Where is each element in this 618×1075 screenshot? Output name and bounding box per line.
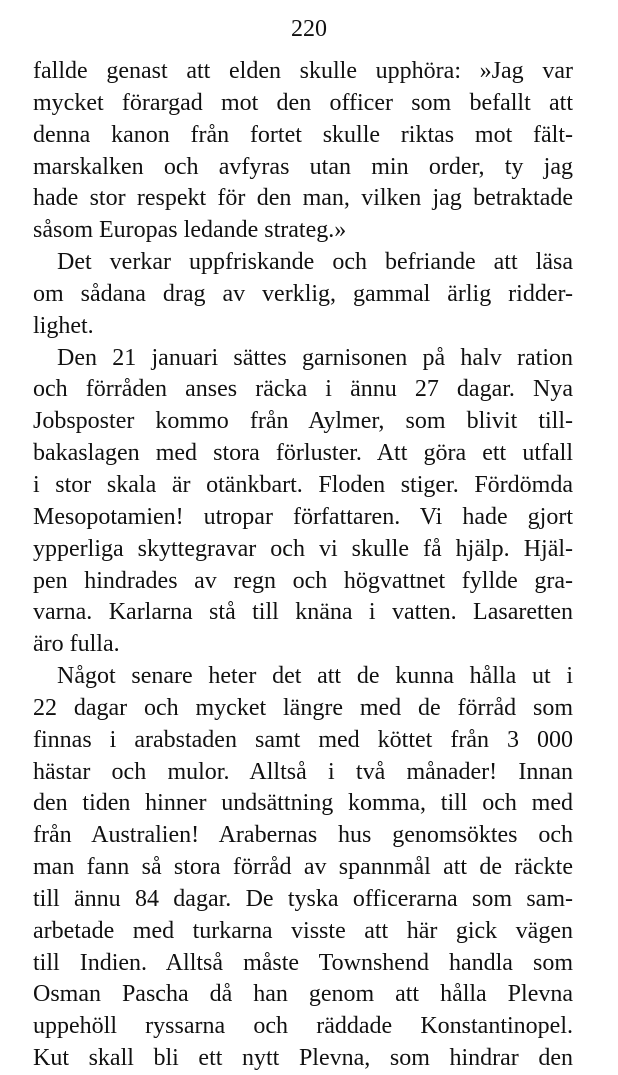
text-line: hade stor respekt för den man, vilken jag betraktade — [33, 185, 573, 212]
body-text — [33, 56, 573, 1075]
text-line: uppehöll ryssarna och räddade Konstantinopel. — [33, 1013, 573, 1040]
text-line: lighet. — [33, 312, 94, 339]
page-number: 220 — [291, 16, 327, 42]
text-line: 22 dagar och mycket längre med de förråd som — [33, 694, 573, 721]
text-line: Något senare heter det att de kunna hålla ut i — [57, 663, 573, 690]
text-line: denna kanon från fortet skulle riktas mot fält- — [33, 121, 573, 148]
text-line: till Indien. Alltså måste Townshend handla som — [33, 949, 573, 976]
text-line: pen hindrades av regn och högvattnet fyllde gra- — [33, 567, 573, 594]
text-line: Kut skall bli ett nytt Plevna, som hindrar den — [33, 1045, 573, 1072]
text-line: finnas i arabstaden samt med köttet från 3 000 — [33, 726, 573, 753]
text-line: såsom Europas ledande strateg.» — [33, 217, 347, 244]
text-line: Jobsposter kommo från Aylmer, som blivit till- — [33, 408, 573, 435]
text-line: fallde genast att elden skulle upphöra: »Jag var — [33, 58, 573, 84]
text-line: mycket förargad mot den officer som befallt att — [33, 89, 573, 116]
text-line: i stor skala är otänkbart. Floden stiger. Fördömda — [33, 471, 573, 498]
text-line: ypperliga skyttegravar och vi skulle få hjälp. Hjäl- — [33, 535, 573, 562]
text-line: om sådana drag av verklig, gammal ärlig ridder- — [33, 280, 573, 307]
text-line: och förråden anses räcka i ännu 27 dagar. Nya — [33, 376, 573, 403]
text-line: äro fulla. — [33, 631, 120, 658]
text-line: marskalken och avfyras utan min order, ty jag — [33, 153, 573, 180]
text-line: Mesopotamien! utropar författaren. Vi hade gjort — [33, 503, 573, 530]
text-line: man fann så stora förråd av spannmål att de räckte — [33, 854, 573, 881]
text-line: hästar och mulor. Alltså i två månader! Innan — [33, 758, 573, 785]
text-line: varna. Karlarna stå till knäna i vatten. Lasaretten — [33, 599, 573, 626]
text-line: den tiden hinner undsättning komma, till och med — [33, 790, 573, 817]
text-line: arbetade med turkarna visste att här gick vägen — [33, 917, 573, 944]
text-line: Det verkar uppfriskande och befriande att läsa — [57, 249, 573, 276]
text-line: Den 21 januari sättes garnisonen på halv ration — [57, 344, 573, 371]
text-line: från Australien! Arabernas hus genomsöktes och — [33, 822, 573, 849]
text-line: till ännu 84 dagar. De tyska officerarna som sam- — [33, 885, 573, 912]
text-line: bakaslagen med stora förluster. Att göra ett utfall — [33, 440, 573, 467]
text-line: Osman Pascha då han genom att hålla Plevna — [33, 981, 573, 1008]
